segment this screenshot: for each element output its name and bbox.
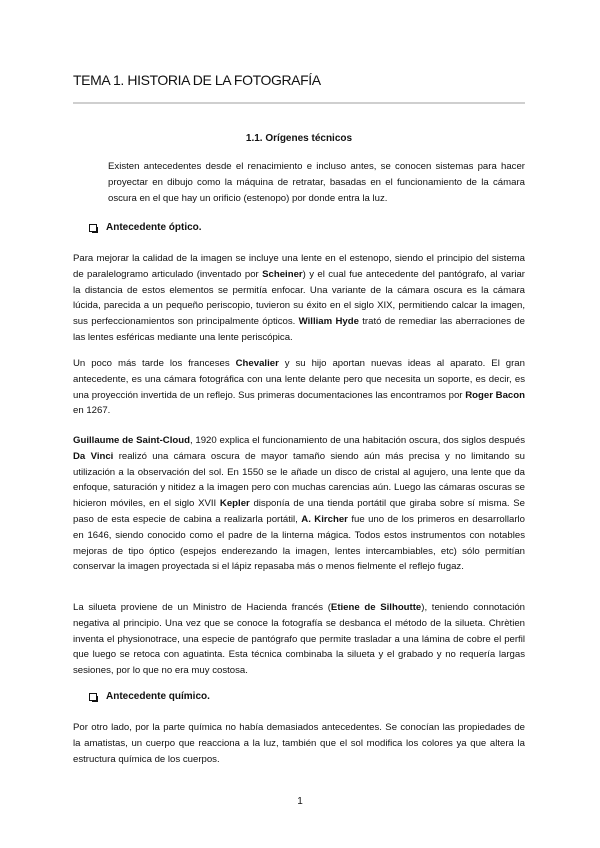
- p1-text-1: Para mejorar la calidad de la imagen se incluye una lente en el estenopo, siendo el principio del sistema de paralelogramo articulado (inventado por: [73, 253, 525, 280]
- p2-text-2: y su hijo aportan nuevas ideas al aparato. El gran antecedente, es una cámara fotográfica con una lente delante pero que necesita un soporte, es decir, es una proyección invertida de un reflejo. Sus primeras documentaciones las encontramos por: [73, 358, 525, 401]
- p3-bold-saint-cloud: Guillaume de Saint-Cloud: [73, 435, 190, 446]
- p3-text-1: , 1920 explica el funcionamiento de una habitación oscura, dos siglos después: [189, 435, 525, 446]
- paragraph-silueta: [73, 600, 525, 679]
- page-number: 1: [297, 796, 303, 807]
- paragraph-saint-cloud: [73, 433, 525, 575]
- p1-text-2: ) y el cual fue antecedente del pantógrafo, al variar la distancia de estos elementos se permitía enfocar. Una variante de la cámara oscura es la cámara lúcida, parecida a un pequeño periscopio, tuvieron su éxito en el siglo XIX, permitiendo calcar la imagen, sus perfeccionamientos son principalmente ópticos.: [73, 268, 525, 328]
- checkbox-bullet-icon: [89, 224, 97, 232]
- p1-bold-scheiner: Scheiner: [262, 268, 303, 280]
- p2-bold-roger-bacon: Roger Bacon: [465, 389, 525, 401]
- intro-paragraph: Existen antecedentes desde el renacimiento e incluso antes, se conocen sistemas para hacer proyectar en dibujo como la máquina de retratar, basadas en el funcionamiento de la cámara oscura en el que hay un orificio (estenopo) por donde entra la luz.: [108, 161, 525, 204]
- bullet-optical-antecedent: [89, 222, 202, 233]
- p4-text-2: ), teniendo connotación negativa al principio. Una vez que se conoce la fotografía se desbanca el método de la silueta. Chrètien inventa el physionotrace, una especie de pantógrafo que permite trasladar a una lámina de cobre el perfil que luego se retoca con aguatinta. Esta técnica combinaba la silueta y el grabado y no requería largas sesiones, por lo que no era muy costosa.: [73, 602, 525, 677]
- p3-text-4: fue uno de los primeros en desarrollarlo en 1646, siendo conocido como el padre de la linterna mágica. Todos estos instrumentos con notables mejoras de tipo óptico (espejos enderezando la imagen, lentes intercambiables, etc) sólo permitían conservar la imagen proyectada si el lápiz repasaba más o menos fielmente el reflejo fugaz.: [73, 513, 525, 573]
- bullet-chemical-label: Antecedente químico.: [106, 691, 210, 702]
- paragraph-lens: [73, 251, 525, 346]
- p4-bold-silhoutte: Etiene de Silhoutte: [330, 602, 422, 613]
- title-divider: [73, 102, 525, 104]
- p3-text-2: realizó una cámara oscura de mayor tamaño siendo aún más precisa y no limitando su utilización a la observación del sol. En 1550 se le añade un disco de cristal al agujero, una lente que da enfoque, saturación y nitidez a la imagen pero con muchas carencias aún. Luego las cámaras oscuras se hicieron móviles, en el siglo XVII: [73, 450, 526, 510]
- p3-bold-da-vinci: Da Vinci: [73, 450, 114, 462]
- p2-text-3: en 1267.: [73, 405, 111, 417]
- p4-text-1: La silueta proviene de un Ministro de Hacienda francés (: [73, 602, 331, 613]
- p3-text-3: disponía de una tienda portátil que giraba sobre sí misma. Se paso de esta especie de cabina a realizarla portátil,: [73, 498, 525, 525]
- p3-bold-kircher: A. Kircher: [301, 513, 348, 525]
- p1-bold-william-hyde: William Hyde: [298, 316, 359, 328]
- p2-text-1: Un poco más tarde los franceses: [73, 358, 236, 369]
- bullet-chemical-antecedent: [89, 691, 210, 702]
- checkbox-bullet-icon: [89, 693, 97, 701]
- paragraph-chevalier: [73, 356, 525, 419]
- p2-bold-chevalier: Chevalier: [235, 358, 279, 369]
- document-title: TEMA 1. HISTORIA DE LA FOTOGRAFÍA: [73, 72, 321, 88]
- bullet-optical-label: Antecedente óptico.: [106, 222, 202, 233]
- p1-text-3: trató de remediar las aberraciones de las lentes esféricas mediante una lente periscópica.: [73, 316, 525, 343]
- p3-bold-kepler: Kepler: [219, 498, 250, 510]
- section-title: 1.1. Orígenes técnicos: [245, 133, 353, 144]
- paragraph-quimica: Por otro lado, por la parte química no había demasiados antecedentes. Se conocían las propiedades de la amatistas, un cuerpo que reacciona a la luz, también que el sol modifica los colores ya que altera la estructura química de los cuerpos.: [73, 722, 525, 765]
